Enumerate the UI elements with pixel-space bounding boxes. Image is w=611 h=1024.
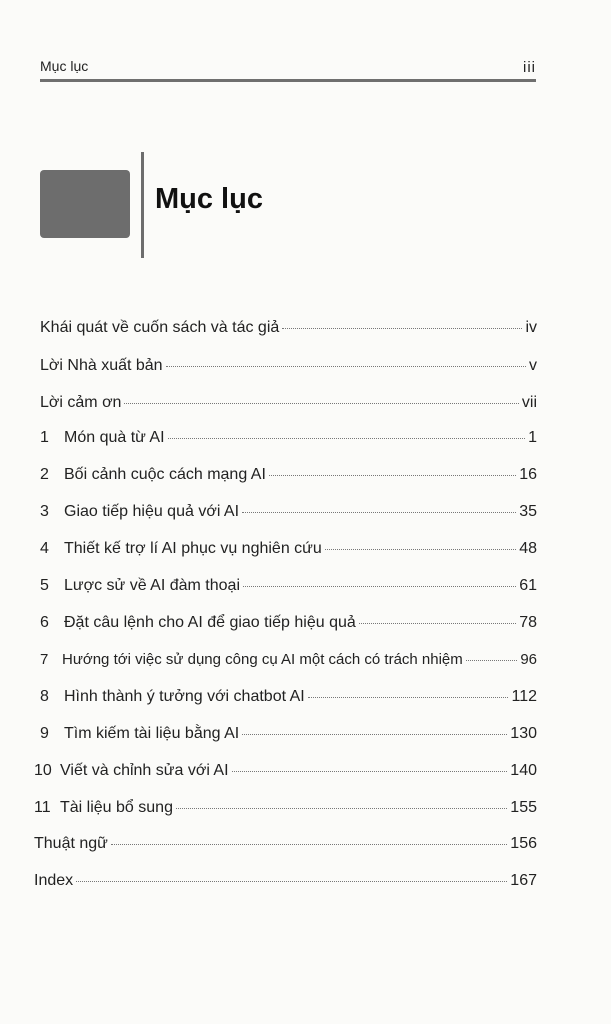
toc-entry-label: Món quà từ AI bbox=[64, 429, 165, 446]
toc-entry-page: iv bbox=[525, 319, 537, 336]
toc-entry-chapter-2[interactable] bbox=[40, 466, 537, 484]
toc-leader bbox=[466, 659, 518, 661]
toc-entry-label: Bối cảnh cuộc cách mạng AI bbox=[64, 466, 266, 483]
toc-leader bbox=[359, 622, 516, 624]
toc-leader bbox=[166, 365, 526, 367]
toc-entry-glossary[interactable] bbox=[34, 835, 537, 853]
toc-entry-chapter-8[interactable] bbox=[40, 688, 537, 706]
toc-entry-label: Tìm kiếm tài liệu bằng AI bbox=[64, 725, 240, 742]
toc-leader bbox=[168, 437, 526, 439]
toc-leader bbox=[111, 843, 507, 845]
toc-entry-label: Khái quát về cuốn sách và tác giả bbox=[40, 319, 280, 336]
toc-entry-page: 1 bbox=[528, 429, 537, 446]
toc-entry-chapter-10[interactable] bbox=[34, 762, 537, 780]
toc-leader bbox=[242, 733, 507, 735]
toc-entry-chapter-6[interactable] bbox=[40, 614, 537, 632]
toc-leader bbox=[325, 548, 516, 550]
toc-entry-page: 48 bbox=[519, 540, 537, 557]
toc-entry-publisher-note[interactable] bbox=[40, 357, 537, 375]
toc-leader bbox=[76, 880, 507, 882]
toc-entry-intro[interactable] bbox=[40, 319, 537, 337]
toc-entry-number: 7 bbox=[40, 651, 49, 668]
toc-entry-chapter-1[interactable] bbox=[40, 429, 537, 447]
toc-entry-page: vii bbox=[521, 394, 537, 411]
toc-entry-chapter-4[interactable] bbox=[40, 540, 537, 558]
toc-entry-number: 4 bbox=[40, 540, 49, 557]
toc-entry-page: 167 bbox=[510, 872, 537, 889]
toc-entry-label: Lời Nhà xuất bản bbox=[40, 357, 163, 374]
toc-entry-label: Đặt câu lệnh cho AI để giao tiếp hiệu quả bbox=[64, 614, 356, 631]
toc-entry-page: 61 bbox=[519, 577, 537, 594]
toc-entry-number: 9 bbox=[40, 725, 49, 742]
toc-leader bbox=[232, 770, 508, 772]
toc-entry-chapter-9[interactable] bbox=[40, 725, 537, 743]
toc-entry-page: v bbox=[529, 357, 537, 374]
toc-entry-number: 6 bbox=[40, 614, 49, 631]
toc-entry-label: Hướng tới việc sử dụng công cụ AI một cách có trách nhiệm bbox=[62, 651, 463, 668]
toc-leader bbox=[269, 474, 516, 476]
toc-entry-label: Lời cảm ơn bbox=[40, 394, 122, 411]
toc-entry-number: 3 bbox=[40, 503, 49, 520]
toc-leader bbox=[308, 696, 509, 698]
toc-entry-page: 156 bbox=[510, 835, 537, 852]
toc-leader bbox=[242, 511, 516, 513]
toc-entry-page: 16 bbox=[519, 466, 537, 483]
toc-leader bbox=[282, 327, 522, 329]
toc-entry-page: 130 bbox=[510, 725, 537, 742]
toc-entry-number: 11 bbox=[34, 799, 51, 816]
running-head-title: Mục lục bbox=[40, 58, 89, 74]
toc-entry-label: Giao tiếp hiệu quả với AI bbox=[64, 503, 240, 520]
toc-entry-label: Hình thành ý tưởng với chatbot AI bbox=[64, 688, 305, 705]
toc-entry-page: 78 bbox=[519, 614, 537, 631]
toc-entry-number: 10 bbox=[34, 762, 52, 779]
toc-entry-chapter-3[interactable] bbox=[40, 503, 537, 521]
toc-entry-number: 8 bbox=[40, 688, 49, 705]
toc-entry-label: Lược sử về AI đàm thoại bbox=[64, 577, 240, 594]
toc-leader bbox=[243, 585, 516, 587]
toc-entry-label: Thiết kế trợ lí AI phục vụ nghiên cứu bbox=[64, 540, 322, 557]
toc-entry-chapter-11[interactable] bbox=[34, 799, 537, 817]
toc-entry-page: 112 bbox=[511, 688, 537, 705]
toc-entry-acknowledgements[interactable] bbox=[40, 394, 537, 412]
toc-entry-label: Index bbox=[34, 872, 74, 889]
toc-entry-number: 1 bbox=[40, 429, 49, 446]
toc-entry-label: Thuật ngữ bbox=[34, 835, 108, 852]
toc-entry-chapter-5[interactable] bbox=[40, 577, 537, 595]
toc-entry-page: 140 bbox=[510, 762, 537, 779]
toc-entry-page: 155 bbox=[510, 799, 537, 816]
chapter-title: Mục lục bbox=[155, 183, 263, 215]
toc-leader bbox=[176, 807, 507, 809]
running-head-page-number: iii bbox=[523, 59, 536, 76]
toc-leader bbox=[124, 402, 518, 404]
toc-entry-page: 35 bbox=[519, 503, 537, 520]
toc-entry-label: Viết và chỉnh sửa với AI bbox=[60, 762, 229, 779]
toc-entry-index[interactable] bbox=[34, 872, 537, 890]
toc-entry-number: 5 bbox=[40, 577, 49, 594]
toc-entry-number: 2 bbox=[40, 466, 49, 483]
toc-entry-chapter-7[interactable] bbox=[40, 651, 537, 668]
toc-entry-label: Tài liệu bổ sung bbox=[60, 799, 173, 816]
toc-entry-page: 96 bbox=[520, 651, 537, 668]
